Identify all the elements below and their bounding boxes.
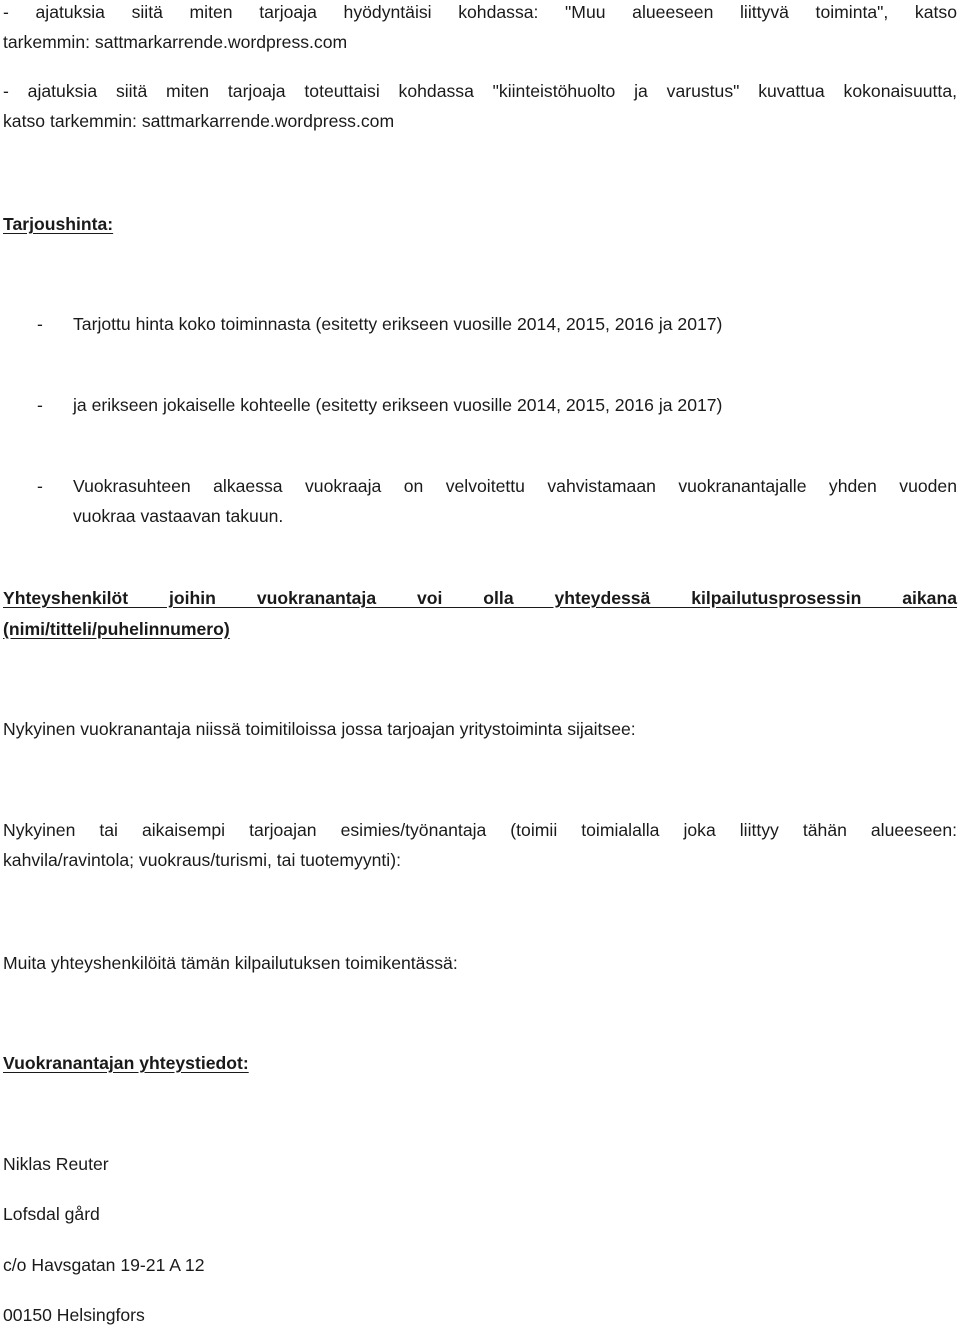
landlord-name: Niklas Reuter: [3, 1154, 109, 1174]
contacts-heading-line-1: Yhteyshenkilöt joihin vuokranantaja voi olla yhteydessä kilpailutusprosessin aikana: [3, 588, 957, 608]
intro-bullet-2-line-2: katso tarkemmin: sattmarkarrende.wordpress.com: [3, 111, 395, 131]
price-heading: Tarjoushinta:: [3, 214, 114, 234]
current-landlord-line: Nykyinen vuokranantaja niissä toimitiloissa jossa tarjoajan yritystoiminta sijaitsee:: [3, 719, 636, 739]
contacts-heading-line-2: (nimi/titteli/puhelinnumero): [3, 619, 230, 639]
employer-line-2: kahvila/ravintola; vuokraus/turismi, tai tuotemyynti):: [3, 850, 401, 870]
landlord-street-address: c/o Havsgatan 19-21 A 12: [3, 1255, 205, 1275]
price-bullet-marker-1: -: [37, 314, 43, 334]
other-contacts-line: Muita yhteyshenkilöitä tämän kilpailutuksen toimikentässä:: [3, 953, 458, 973]
price-bullet-2: ja erikseen jokaiselle kohteelle (esitetty erikseen vuosille 2014, 2015, 2016 ja 2017): [73, 395, 723, 415]
price-bullet-1: Tarjottu hinta koko toiminnasta (esitetty erikseen vuosille 2014, 2015, 2016 ja 2017): [73, 314, 723, 334]
landlord-postal-address: 00150 Helsingfors: [3, 1305, 145, 1325]
intro-bullet-1-line-1: - ajatuksia siitä miten tarjoaja hyödyntäisi kohdassa: "Muu alueeseen liittyvä toiminta", katso: [3, 2, 957, 22]
intro-bullet-1-line-2: tarkemmin: sattmarkarrende.wordpress.com: [3, 32, 348, 52]
landlord-estate: Lofsdal gård: [3, 1204, 100, 1224]
landlord-contact-heading: Vuokranantajan yhteystiedot:: [3, 1053, 249, 1073]
price-bullet-marker-2: -: [37, 395, 43, 415]
price-bullet-marker-3: -: [37, 476, 43, 496]
intro-bullet-2-line-1: - ajatuksia siitä miten tarjoaja toteuttaisi kohdassa "kiinteistöhuolto ja varustus" kuvattua kokonaisuutta,: [3, 81, 957, 101]
price-bullet-3-line-2: vuokraa vastaavan takuun.: [73, 506, 284, 526]
employer-line-1: Nykyinen tai aikaisempi tarjoajan esimies/työnantaja (toimii toimialalla joka liittyy tähän alueeseen:: [3, 820, 957, 840]
price-bullet-3-line-1: Vuokrasuhteen alkaessa vuokraaja on velvoitettu vahvistamaan vuokranantajalle yhden vuoden: [73, 476, 957, 496]
